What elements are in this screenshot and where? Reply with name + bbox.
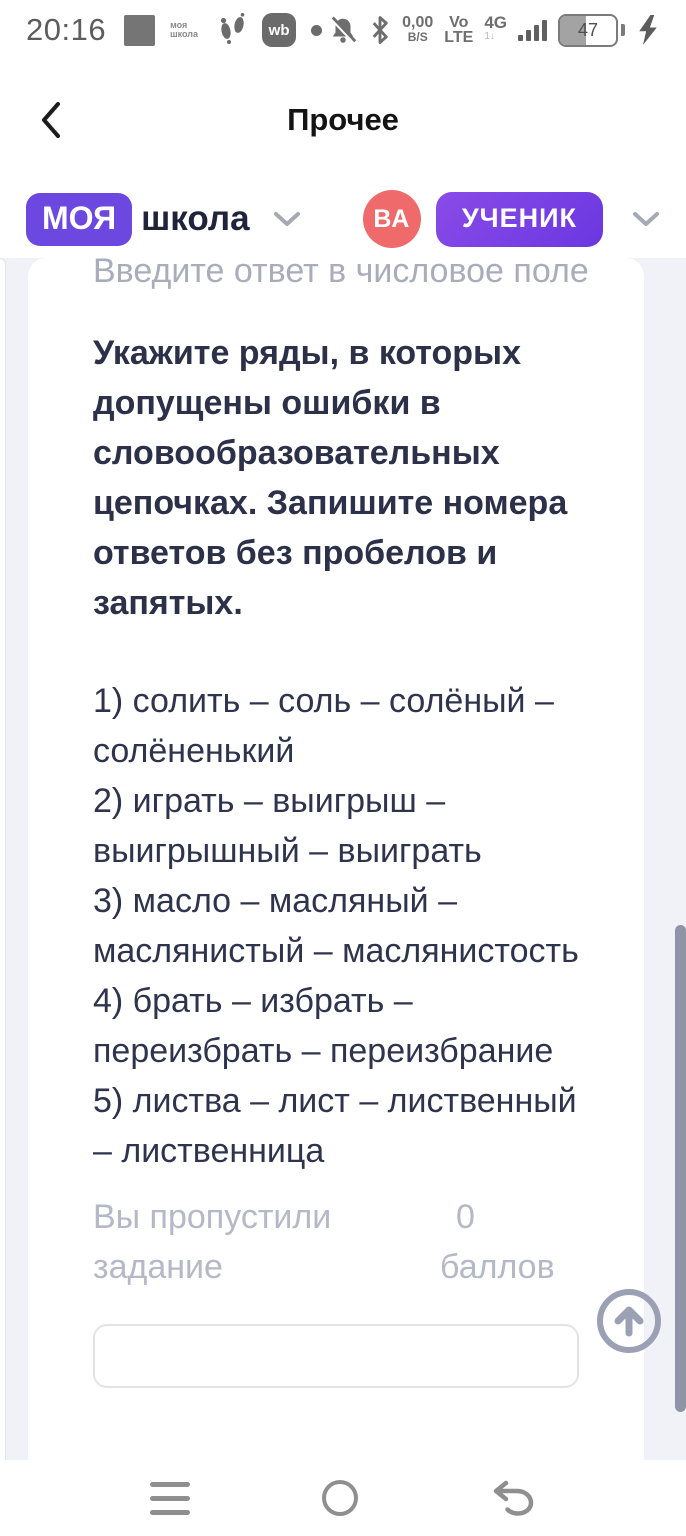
content-area	[0, 258, 686, 1460]
wb-badge-icon: wb	[262, 13, 296, 47]
task-option: 4) брать – избрать – переизбрать – переизбрание	[93, 982, 554, 1070]
task-option: 5) листва – лист – лиственный – лиственница	[93, 1082, 577, 1170]
clock: 20:16	[26, 12, 107, 47]
scrollbar[interactable]	[675, 925, 686, 1412]
footprints-icon	[219, 13, 247, 47]
skipped-label: Вы пропустили задание	[93, 1198, 332, 1286]
avatar[interactable]: ВА	[363, 190, 421, 248]
page-title: Прочее	[287, 102, 399, 137]
score-value: 0	[456, 1198, 475, 1236]
score-block	[440, 1192, 598, 1292]
status-bar	[0, 0, 686, 60]
logo-word: школа	[141, 199, 250, 238]
volte-indicator: Vo LTE	[444, 14, 474, 46]
android-nav-bar	[0, 1460, 686, 1536]
app-name-label: моя школа	[170, 20, 198, 39]
answer-input[interactable]	[93, 1324, 579, 1388]
task-option: 1) солить – соль – солёный – солёненький	[93, 682, 554, 770]
notification-app-icon	[124, 15, 155, 46]
task-options	[93, 676, 598, 1176]
task-hint: Введите ответ в числовое поле	[93, 258, 589, 290]
task-option: 2) играть – выигрыш – выигрышный – выиграть	[93, 782, 482, 870]
battery-nub	[621, 24, 625, 36]
back-nav-icon[interactable]	[490, 1479, 536, 1517]
logo-badge: МОЯ	[26, 193, 132, 246]
task-question: Укажите ряды, в которых допущены ошибки в словообразовательных цепочках. Запишите номера ответов без пробелов и запятых.	[93, 334, 568, 622]
app-bar	[0, 180, 686, 258]
task-card	[28, 258, 644, 1460]
charging-bolt-icon	[636, 15, 660, 45]
task-option: 3) масло – масляный – маслянистый – маслянистость	[93, 882, 579, 970]
signal-bars-icon	[518, 19, 547, 41]
recents-icon[interactable]	[150, 1482, 190, 1515]
task-result-row	[93, 1192, 598, 1292]
chevron-down-icon[interactable]	[273, 211, 301, 227]
battery-icon: 47	[558, 14, 618, 47]
app-logo[interactable]	[26, 193, 301, 246]
dot-icon	[311, 25, 322, 36]
scroll-top-button[interactable]	[597, 1289, 661, 1353]
chevron-down-icon[interactable]	[632, 211, 660, 227]
previous-card-edge	[0, 258, 6, 1461]
home-icon[interactable]	[322, 1480, 358, 1516]
network-type-label: 4G 1↓	[484, 13, 507, 42]
bluetooth-icon	[369, 15, 391, 45]
score-unit: баллов	[440, 1248, 555, 1286]
bell-off-icon	[328, 15, 358, 45]
traffic-indicator: 0,00 B/S	[402, 14, 434, 44]
page-header	[0, 60, 686, 180]
role-button[interactable]: УЧЕНИК	[436, 192, 603, 247]
